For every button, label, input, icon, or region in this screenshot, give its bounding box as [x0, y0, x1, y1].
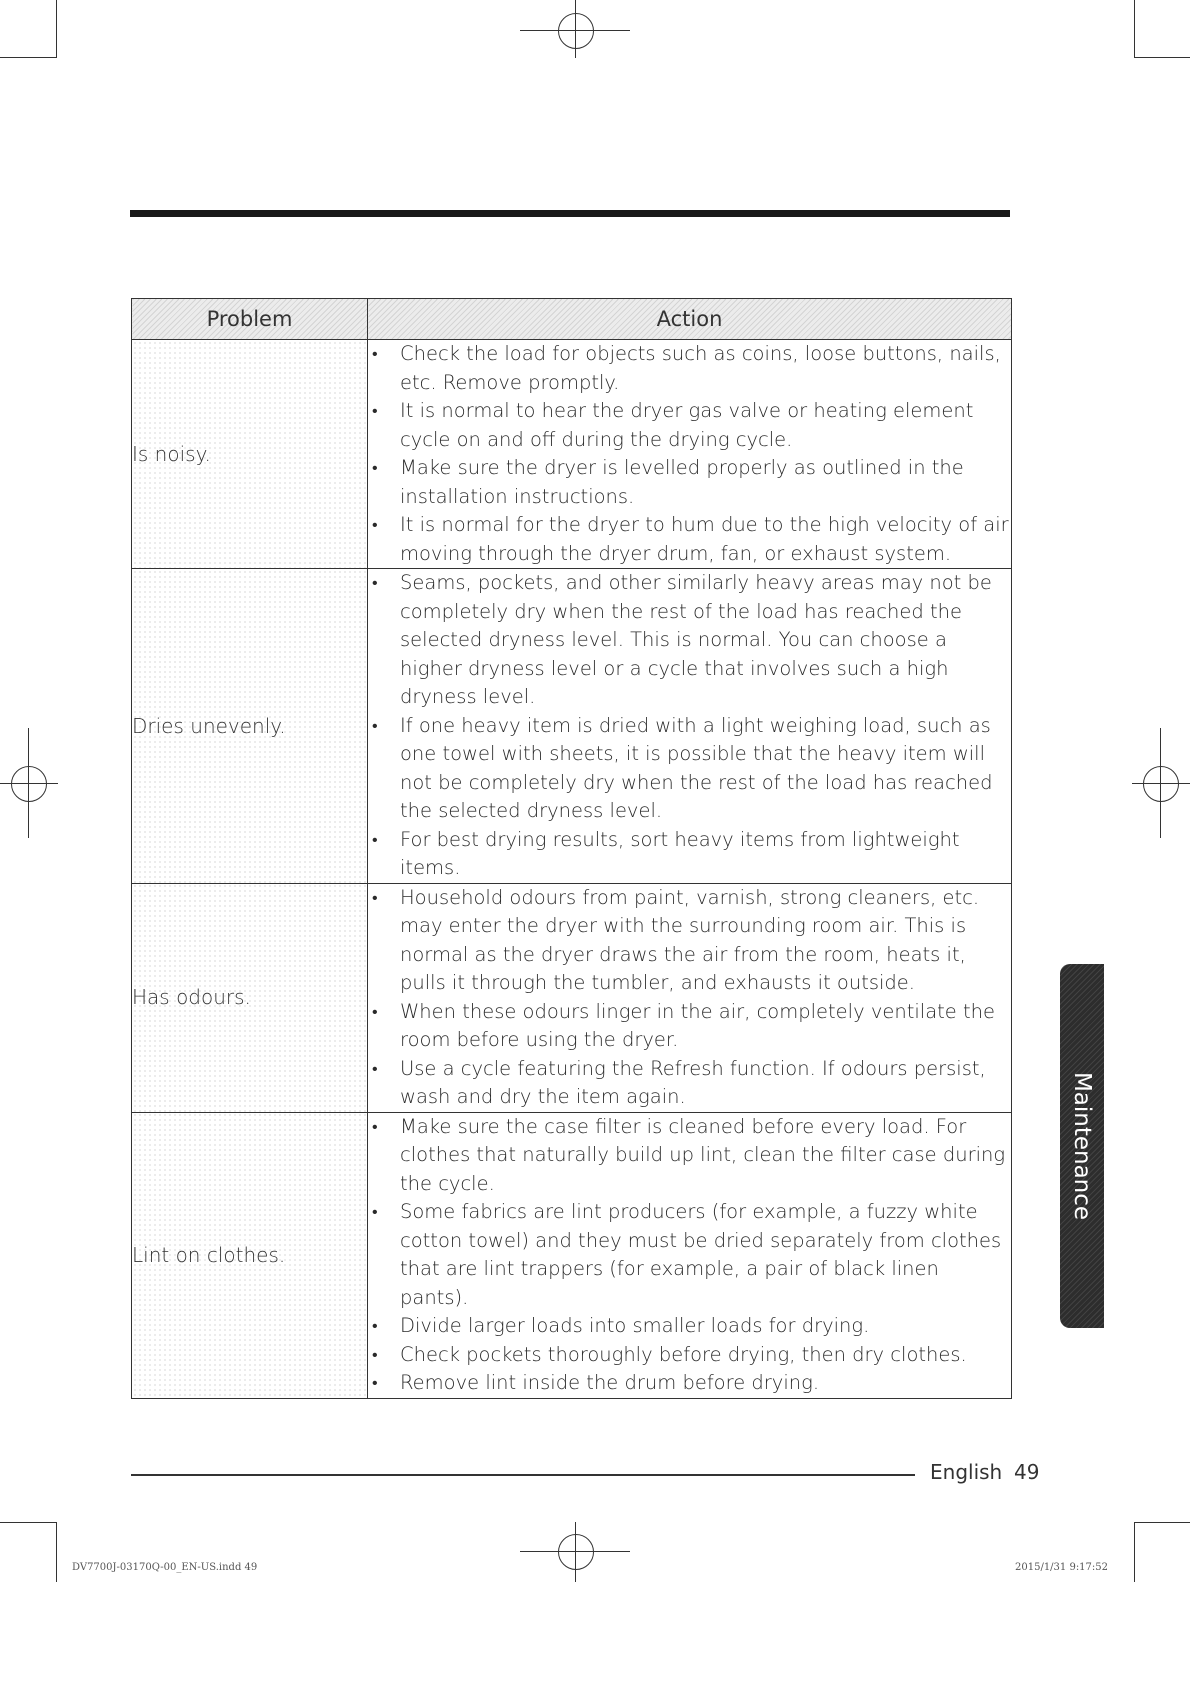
action-cell: [368, 883, 1012, 1112]
action-item: • Divide larger loads into smaller loads for drying.: [368, 1312, 1011, 1341]
footer-language: English: [930, 1460, 1003, 1484]
header-action: Action: [368, 299, 1012, 340]
registration-mark: [11, 766, 47, 802]
crop-mark: [1134, 1522, 1135, 1582]
table-row: [132, 883, 1012, 1112]
problem-cell: Lint on clothes.: [132, 1112, 368, 1398]
action-item: • Some fabrics are lint producers (for example, a fuzzy white cotton towel) and they must be dried separately from clothes that are lint trappers (for example, a pair of black linen pants).: [368, 1198, 1011, 1312]
header-rule: [130, 210, 1010, 217]
crop-mark: [56, 1522, 57, 1582]
action-item: • It is normal to hear the dryer gas valve or heating element cycle on and off during the drying cycle.: [368, 397, 1011, 454]
print-slug-file: DV7700J-03170Q-00_EN-US.indd 49: [72, 1562, 258, 1573]
action-item: • Make sure the case filter is cleaned before every load. For clothes that naturally build up lint, clean the filter case during the cycle.: [368, 1113, 1011, 1199]
problem-cell: Is noisy.: [132, 340, 368, 569]
action-item: • For best drying results, sort heavy items from lightweight items.: [368, 826, 1011, 883]
action-cell: [368, 340, 1012, 569]
registration-mark: [1143, 766, 1179, 802]
header-problem: Problem: [132, 299, 368, 340]
table-row: [132, 1112, 1012, 1398]
action-list: [368, 569, 1011, 883]
crop-mark: [1134, 57, 1190, 58]
action-item: • Make sure the dryer is levelled properly as outlined in the installation instructions.: [368, 454, 1011, 511]
action-item: • If one heavy item is dried with a light weighing load, such as one towel with sheets, it is possible that the heavy item will not be completely dry when the rest of the load has reached the selected dryness level.: [368, 712, 1011, 826]
registration-mark: [558, 1534, 594, 1570]
action-item: • Check the load for objects such as coins, loose buttons, nails, etc. Remove promptly.: [368, 340, 1011, 397]
action-cell: [368, 1112, 1012, 1398]
section-tab-label: Maintenance: [1069, 1071, 1095, 1221]
table-row: [132, 340, 1012, 569]
crop-mark: [56, 0, 57, 58]
footer-rule: [131, 1474, 915, 1476]
action-list: [368, 1113, 1011, 1398]
crop-mark: [0, 57, 56, 58]
action-item: • Check pockets thoroughly before drying, then dry clothes.: [368, 1341, 1011, 1370]
registration-mark: [558, 13, 594, 49]
action-item: • It is normal for the dryer to hum due to the high velocity of air moving through the dryer drum, fan, or exhaust system.: [368, 511, 1011, 568]
problem-cell: Dries unevenly.: [132, 569, 368, 884]
action-item: • Use a cycle featuring the Refresh function. If odours persist, wash and dry the item again.: [368, 1055, 1011, 1112]
section-tab: [1060, 964, 1104, 1328]
action-item: • Household odours from paint, varnish, strong cleaners, etc. may enter the dryer with the surrounding room air. This is normal as the dryer draws the air from the room, heats it, pulls it through the tumbler, and exhausts it outside.: [368, 884, 1011, 998]
action-item: • When these odours linger in the air, completely ventilate the room before using the dryer.: [368, 998, 1011, 1055]
action-item: • Seams, pockets, and other similarly heavy areas may not be completely dry when the rest of the load has reached the selected dryness level. This is normal. You can choose a higher dryness level or a cycle that involves such a high dryness level.: [368, 569, 1011, 712]
troubleshooting-table: [131, 298, 1012, 1399]
table-header-row: [132, 299, 1012, 340]
table-row: [132, 569, 1012, 884]
crop-mark: [1134, 0, 1135, 58]
action-list: [368, 884, 1011, 1112]
print-slug-timestamp: 2015/1/31 9:17:52: [1015, 1562, 1109, 1573]
action-item: • Remove lint inside the drum before drying.: [368, 1369, 1011, 1398]
action-list: [368, 340, 1011, 568]
problem-cell: Has odours.: [132, 883, 368, 1112]
crop-mark: [1134, 1522, 1190, 1523]
action-cell: [368, 569, 1012, 884]
crop-mark: [0, 1522, 56, 1523]
page-number: 49: [1014, 1460, 1040, 1484]
